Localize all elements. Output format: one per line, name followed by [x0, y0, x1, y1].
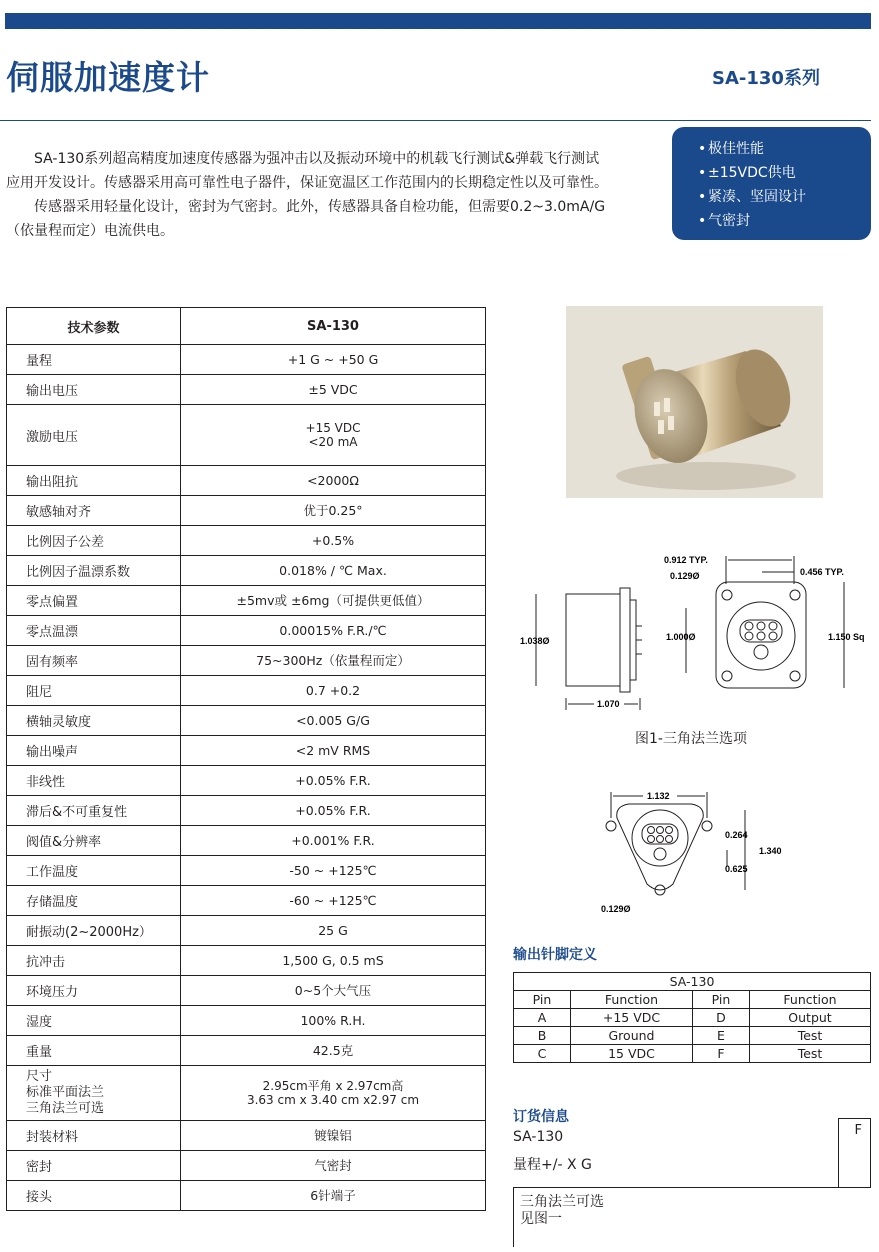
spec-row — [7, 345, 486, 375]
ordering-flag-box: F — [838, 1118, 871, 1188]
spec-header-row — [7, 308, 486, 345]
spec-row — [7, 1151, 486, 1181]
spec-row — [7, 556, 486, 586]
spec-row — [7, 375, 486, 405]
spec-param: 滞后&不可重复性 — [7, 796, 181, 826]
top-banner-bar — [5, 13, 871, 29]
dimension-drawing-triangle-flange — [595, 780, 795, 920]
spec-value: 0.7 +0.2 — [181, 676, 486, 706]
dim-456: 0.456 TYP. — [800, 567, 844, 577]
feature-item: • 气密封 — [708, 209, 871, 233]
ordering-option-box — [513, 1187, 871, 1247]
dim-625: 0.625 — [725, 864, 748, 874]
spec-row — [7, 916, 486, 946]
pinout-model: SA-130 — [514, 973, 871, 991]
pinout-table — [513, 972, 871, 1063]
dim-hole2: 0.129Ø — [601, 904, 631, 914]
spec-row — [7, 1006, 486, 1036]
dim-912: 0.912 TYP. — [664, 555, 708, 565]
spec-row — [7, 826, 486, 856]
pin-cell: B — [514, 1027, 571, 1045]
spec-value: 100% R.H. — [181, 1006, 486, 1036]
spec-row — [7, 736, 486, 766]
spec-param: 尺寸 标准平面法兰 三角法兰可选 — [7, 1066, 181, 1121]
spec-param: 非线性 — [7, 766, 181, 796]
spec-value: -50 ~ +125℃ — [181, 856, 486, 886]
spec-param: 接头 — [7, 1181, 181, 1211]
spec-row — [7, 796, 486, 826]
spec-value: 25 G — [181, 916, 486, 946]
pinout-title: 输出针脚定义 — [513, 947, 597, 963]
spec-value: <0.005 G/G — [181, 706, 486, 736]
dim-hole: 0.129Ø — [670, 571, 700, 581]
spec-param: 输出噪声 — [7, 736, 181, 766]
page-title: 伺服加速度计 — [6, 58, 210, 97]
pinout-row — [514, 1045, 871, 1063]
ordering-option-line: 三角法兰可选 — [520, 1194, 604, 1210]
dim-1340: 1.340 — [759, 846, 782, 856]
figure-1-caption: 图1-三角法兰选项 — [635, 731, 747, 747]
dim-1132: 1.132 — [647, 791, 670, 801]
spec-row — [7, 1066, 486, 1121]
spec-value: <2 mV RMS — [181, 736, 486, 766]
spec-param: 固有频率 — [7, 646, 181, 676]
dim-sq: 1.150 Sq — [828, 632, 865, 642]
pin-cell: F — [693, 1045, 750, 1063]
dim-264: 0.264 — [725, 830, 748, 840]
dim-1070: 1.070 — [597, 699, 620, 709]
pinout-header: Pin — [693, 991, 750, 1009]
ordering-model: SA-130 — [513, 1129, 564, 1145]
spec-table — [6, 307, 486, 1211]
spec-value: 镀镍铝 — [181, 1121, 486, 1151]
spec-row — [7, 1036, 486, 1066]
spec-value: 优于0.25° — [181, 496, 486, 526]
spec-value: -60 ~ +125℃ — [181, 886, 486, 916]
spec-value: 75~300Hz（依量程而定） — [181, 646, 486, 676]
spec-param: 输出电压 — [7, 375, 181, 405]
features-box — [672, 127, 871, 240]
spec-row — [7, 946, 486, 976]
header-divider — [0, 120, 871, 121]
spec-row — [7, 496, 486, 526]
pinout-header: Pin — [514, 991, 571, 1009]
dim-1000: 1.000Ø — [666, 632, 696, 642]
spec-value: 0~5个大气压 — [181, 976, 486, 1006]
spec-row — [7, 676, 486, 706]
function-cell: Test — [750, 1045, 871, 1063]
function-cell: Test — [750, 1027, 871, 1045]
spec-value: +15 VDC <20 mA — [181, 405, 486, 466]
spec-row — [7, 886, 486, 916]
spec-value: +0.05% F.R. — [181, 766, 486, 796]
series-label: SA-130系列 — [712, 68, 820, 89]
spec-row — [7, 405, 486, 466]
intro-paragraph-2: 传感器采用轻量化设计，密封为气密封。此外，传感器具备自检功能，但需要0.2~3.0mA/G（依量程而定）电流供电。 — [6, 199, 606, 239]
spec-row — [7, 1121, 486, 1151]
spec-param: 比例因子温漂系数 — [7, 556, 181, 586]
spec-header-param: 技术参数 — [7, 308, 181, 345]
feature-item: • 极佳性能 — [708, 137, 871, 161]
spec-row — [7, 616, 486, 646]
spec-param: 工作温度 — [7, 856, 181, 886]
spec-value: ±5 VDC — [181, 375, 486, 405]
spec-param: 耐振动(2~2000Hz） — [7, 916, 181, 946]
spec-param: 抗冲击 — [7, 946, 181, 976]
function-cell: Output — [750, 1009, 871, 1027]
spec-param: 环境压力 — [7, 976, 181, 1006]
spec-param: 密封 — [7, 1151, 181, 1181]
function-cell: Ground — [571, 1027, 693, 1045]
spec-row — [7, 1181, 486, 1211]
spec-row — [7, 856, 486, 886]
spec-row — [7, 706, 486, 736]
spec-row — [7, 646, 486, 676]
spec-param: 零点温漂 — [7, 616, 181, 646]
spec-value: 1,500 G, 0.5 mS — [181, 946, 486, 976]
spec-param: 比例因子公差 — [7, 526, 181, 556]
dim-1038: 1.038Ø — [520, 636, 550, 646]
spec-param: 输出阻抗 — [7, 466, 181, 496]
spec-param: 激励电压 — [7, 405, 181, 466]
spec-value: +1 G ~ +50 G — [181, 345, 486, 375]
spec-value: 42.5克 — [181, 1036, 486, 1066]
intro-paragraph-1: SA-130系列超高精度加速度传感器为强冲击以及振动环境中的机载飞行测试&弹载飞行测试应用开发设计。传感器采用高可靠性电子器件，保证宽温区工作范围内的长期稳定性以及可靠性。 — [6, 151, 608, 191]
pin-cell: E — [693, 1027, 750, 1045]
spec-param: 阀值&分辨率 — [7, 826, 181, 856]
spec-value: <2000Ω — [181, 466, 486, 496]
dimension-drawing-square-flange — [516, 548, 879, 718]
spec-header-model: SA-130 — [181, 308, 486, 345]
feature-item: • 紧凑、坚固设计 — [708, 185, 871, 209]
pin-cell: D — [693, 1009, 750, 1027]
pinout-model-row — [514, 973, 871, 991]
spec-param: 封装材料 — [7, 1121, 181, 1151]
ordering-option-note: 见图一 — [520, 1211, 562, 1227]
pinout-header: Function — [571, 991, 693, 1009]
ordering-range: 量程+/- X G — [513, 1157, 592, 1173]
spec-param: 量程 — [7, 345, 181, 375]
feature-item: • ±15VDC供电 — [708, 161, 871, 185]
spec-row — [7, 766, 486, 796]
ordering-title: 订货信息 — [513, 1109, 569, 1125]
spec-param: 阻尼 — [7, 676, 181, 706]
pinout-header: Function — [750, 991, 871, 1009]
spec-value: 6针端子 — [181, 1181, 486, 1211]
spec-param: 零点偏置 — [7, 586, 181, 616]
function-cell: 15 VDC — [571, 1045, 693, 1063]
spec-row — [7, 466, 486, 496]
spec-param: 重量 — [7, 1036, 181, 1066]
spec-row — [7, 586, 486, 616]
pinout-header-row — [514, 991, 871, 1009]
product-photo — [566, 306, 823, 498]
pinout-row — [514, 1027, 871, 1045]
spec-value: +0.5% — [181, 526, 486, 556]
spec-row — [7, 526, 486, 556]
pin-cell: C — [514, 1045, 571, 1063]
intro-text — [6, 147, 612, 243]
spec-row — [7, 976, 486, 1006]
spec-value: 0.00015% F.R./℃ — [181, 616, 486, 646]
spec-param: 横轴灵敏度 — [7, 706, 181, 736]
pinout-row — [514, 1009, 871, 1027]
spec-param: 敏感轴对齐 — [7, 496, 181, 526]
spec-value: 气密封 — [181, 1151, 486, 1181]
spec-value: +0.05% F.R. — [181, 796, 486, 826]
pin-cell: A — [514, 1009, 571, 1027]
spec-value: ±5mv或 ±6mg（可提供更低值） — [181, 586, 486, 616]
spec-value: 0.018% / ℃ Max. — [181, 556, 486, 586]
spec-value: 2.95cm平角 x 2.97cm高 3.63 cm x 3.40 cm x2.97 cm — [181, 1066, 486, 1121]
spec-param: 存储温度 — [7, 886, 181, 916]
function-cell: +15 VDC — [571, 1009, 693, 1027]
spec-value: +0.001% F.R. — [181, 826, 486, 856]
spec-param: 湿度 — [7, 1006, 181, 1036]
